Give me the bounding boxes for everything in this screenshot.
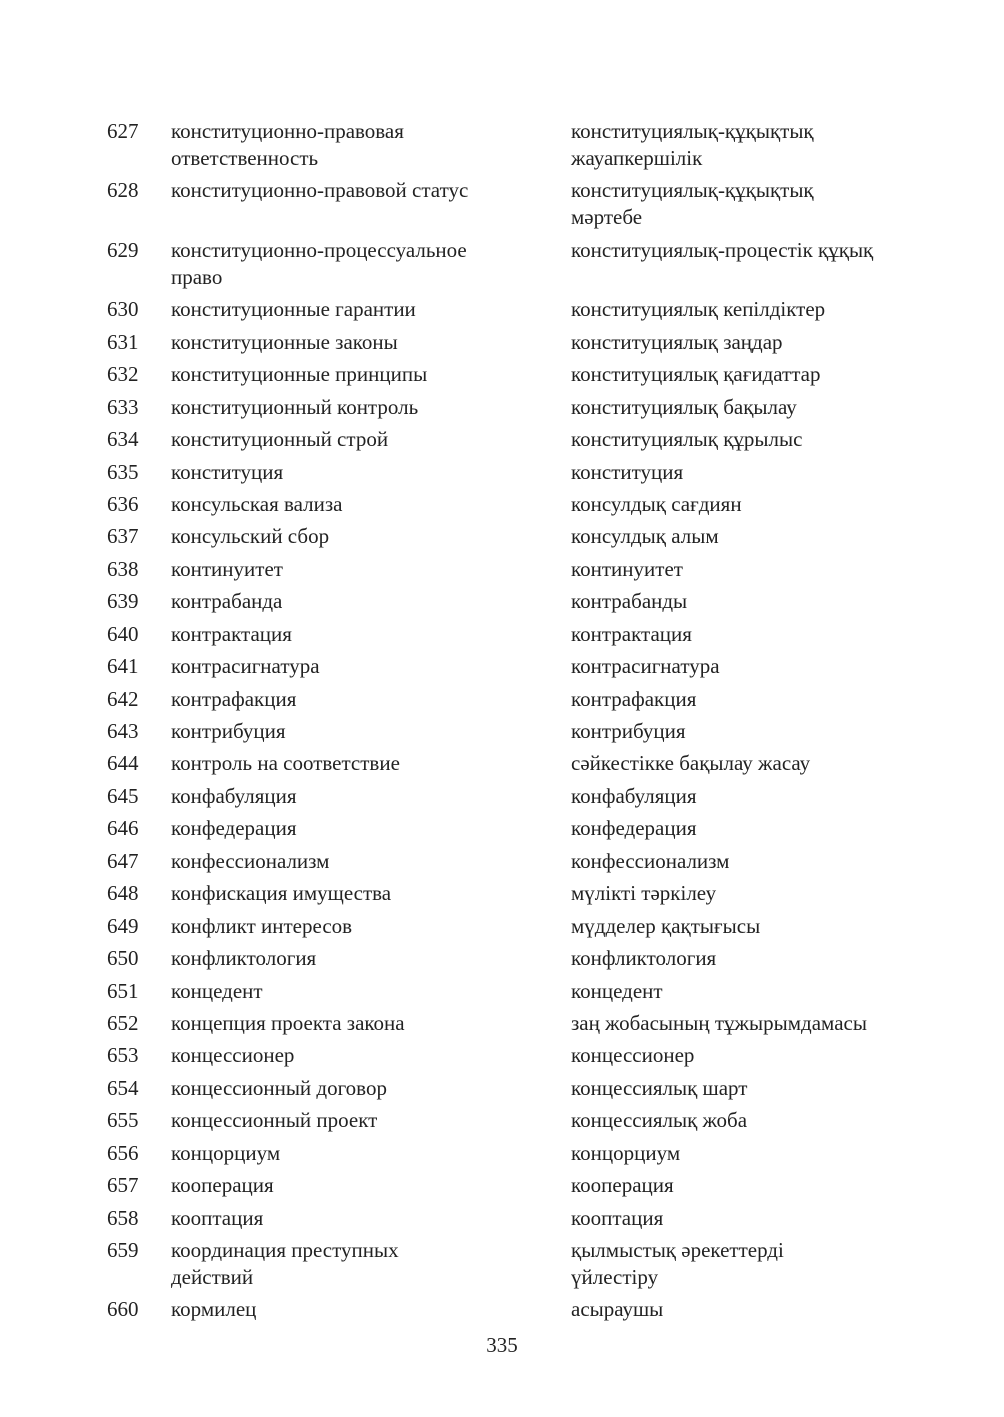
glossary-entries [0, 118, 1004, 1329]
kazakh-term: кооперация [571, 1173, 674, 1198]
entry-number: 639 [107, 589, 139, 614]
glossary-row [0, 394, 1004, 421]
kazakh-term: конституциялық құрылыс [571, 427, 803, 452]
entry-number: 630 [107, 297, 139, 322]
russian-term: концепция проекта закона [171, 1010, 405, 1035]
kazakh-term: конституциялық-процестік құқық [571, 237, 874, 262]
entry-number: 627 [107, 119, 139, 143]
kazakh-term: конституциялық заңдар [571, 329, 783, 354]
kazakh-term: мүлікті тәркілеу [571, 881, 717, 906]
entry-number: 658 [107, 1205, 139, 1230]
entry-number: 637 [107, 524, 139, 549]
entry-number: 640 [107, 621, 139, 646]
russian-term: концессионер [171, 1043, 295, 1068]
entry-number: 628 [107, 178, 139, 203]
entry-number: 641 [107, 654, 139, 679]
kazakh-term: кооптация [571, 1205, 664, 1230]
glossary-row [0, 296, 1004, 323]
entry-number: 649 [107, 913, 139, 938]
entry-number: 650 [107, 946, 139, 971]
glossary-row [0, 1075, 1004, 1102]
russian-term: концессионный договор [171, 1075, 387, 1100]
entry-number: 653 [107, 1043, 139, 1068]
entry-number: 648 [107, 881, 139, 906]
russian-term: контроль на соответствие [171, 751, 400, 776]
glossary-row [0, 361, 1004, 388]
russian-term: конституционно-правовая ответственность [171, 119, 404, 170]
entry-number: 660 [107, 1297, 139, 1322]
glossary-row [0, 880, 1004, 907]
russian-term: контрафакция [171, 686, 297, 711]
russian-term: кооперация [171, 1173, 274, 1198]
kazakh-term: конфедерация [571, 816, 697, 841]
entry-number: 636 [107, 491, 139, 516]
glossary-row [0, 621, 1004, 648]
kazakh-term: асыраушы [571, 1297, 664, 1322]
kazakh-term: конституциялық-құқықтық жауапкершілік [571, 119, 814, 170]
entry-number: 634 [107, 427, 139, 452]
glossary-row [0, 588, 1004, 615]
page-number: 335 [486, 1333, 518, 1357]
entry-number: 633 [107, 394, 139, 419]
kazakh-term: контрабанды [571, 589, 688, 614]
entry-number: 632 [107, 362, 139, 387]
glossary-row [0, 913, 1004, 940]
kazakh-term: континуитет [571, 556, 683, 581]
russian-term: контрабанда [171, 589, 283, 614]
russian-term: координация преступных действий [171, 1238, 399, 1289]
glossary-row [0, 1172, 1004, 1199]
glossary-row [0, 426, 1004, 453]
entry-number: 659 [107, 1238, 139, 1262]
kazakh-term: концессиялық шарт [571, 1075, 748, 1100]
entry-number: 629 [107, 237, 139, 262]
kazakh-term: контрасигнатура [571, 654, 720, 679]
kazakh-term: конфликтология [571, 946, 717, 971]
russian-term: конституционно-правовой статус [171, 178, 469, 203]
glossary-row [0, 783, 1004, 810]
kazakh-term: концессионер [571, 1043, 695, 1068]
entry-number: 644 [107, 751, 139, 776]
glossary-row [0, 177, 1004, 231]
kazakh-term: қылмыстық әрекеттерді үйлестіру [571, 1238, 784, 1289]
kazakh-term: заң жобасының тұжырымдамасы [571, 1010, 867, 1035]
russian-term: консульский сбор [171, 524, 330, 549]
glossary-row [0, 118, 1004, 172]
kazakh-term: конституциялық-құқықтық мәртебе [571, 178, 814, 230]
russian-term: контрибуция [171, 719, 286, 743]
kazakh-term: сәйкестікке бақылау жасау [571, 751, 811, 776]
entry-number: 657 [107, 1173, 139, 1198]
glossary-row [0, 815, 1004, 842]
russian-term: кооптация [171, 1205, 264, 1230]
kazakh-term: конституциялық кепілдіктер [571, 297, 826, 322]
russian-term: консульская вализа [171, 491, 343, 516]
kazakh-term: конституциялық қағидаттар [571, 362, 821, 387]
glossary-row [0, 750, 1004, 777]
glossary-row [0, 1205, 1004, 1232]
kazakh-term: концорциум [571, 1140, 681, 1165]
glossary-row [0, 848, 1004, 875]
entry-number: 654 [107, 1075, 139, 1100]
entry-number: 656 [107, 1140, 139, 1165]
entry-number: 635 [107, 459, 139, 484]
russian-term: контрасигнатура [171, 654, 320, 679]
entry-number: 642 [107, 686, 139, 711]
russian-term: конституционные принципы [171, 362, 428, 387]
russian-term: концорциум [171, 1140, 281, 1165]
entry-number: 651 [107, 978, 139, 1003]
russian-term: конфедерация [171, 816, 297, 841]
russian-term: конфабуляция [171, 783, 297, 808]
kazakh-term: конституция [571, 459, 684, 484]
kazakh-term: консулдық алым [571, 524, 719, 549]
glossary-row [0, 237, 1004, 291]
entry-number: 647 [107, 848, 139, 873]
russian-term: конституция [171, 459, 284, 484]
glossary-row [0, 1296, 1004, 1323]
entry-number: 631 [107, 329, 139, 354]
glossary-row [0, 1042, 1004, 1069]
glossary-row [0, 945, 1004, 972]
russian-term: континуитет [171, 556, 283, 581]
glossary-row [0, 491, 1004, 518]
russian-term: конституционный строй [171, 427, 389, 452]
glossary-row [0, 978, 1004, 1005]
glossary-row [0, 523, 1004, 550]
russian-term: конфессионализм [171, 848, 330, 873]
russian-term: концедент [171, 978, 263, 1003]
entry-number: 655 [107, 1108, 139, 1133]
kazakh-term: конфабуляция [571, 783, 697, 808]
kazakh-term: концедент [571, 978, 663, 1003]
kazakh-term: концессиялық жоба [571, 1108, 748, 1133]
russian-term: конфискация имущества [171, 881, 392, 906]
kazakh-term: конституциялық бақылау [571, 394, 797, 419]
glossary-row [0, 1140, 1004, 1167]
russian-term: концессионный проект [171, 1108, 378, 1133]
russian-term: кормилец [171, 1297, 257, 1322]
glossary-row [0, 653, 1004, 680]
entry-number: 643 [107, 719, 139, 743]
glossary-row [0, 1010, 1004, 1037]
russian-term: конфликтология [171, 946, 317, 971]
russian-term: конституционно-процессуальное право [171, 237, 467, 289]
russian-term: конфликт интересов [171, 913, 353, 938]
kazakh-term: контрибуция [571, 719, 686, 743]
russian-term: конституционный контроль [171, 394, 419, 419]
russian-term: конституционные гарантии [171, 297, 416, 322]
glossary-row [0, 329, 1004, 356]
kazakh-term: мүдделер қақтығысы [571, 913, 761, 938]
kazakh-term: контрафакция [571, 686, 697, 711]
russian-term: конституционные законы [171, 329, 398, 354]
entry-number: 638 [107, 556, 139, 581]
entry-number: 646 [107, 816, 139, 841]
kazakh-term: консулдық сағдиян [571, 491, 742, 516]
entry-number: 645 [107, 783, 139, 808]
kazakh-term: конфессионализм [571, 848, 730, 873]
glossary-row [0, 1107, 1004, 1134]
glossary-row [0, 1237, 1004, 1291]
glossary-row [0, 556, 1004, 583]
entry-number: 652 [107, 1010, 139, 1035]
glossary-row [0, 459, 1004, 486]
kazakh-term: контрактация [571, 621, 692, 646]
glossary-row [0, 718, 1004, 745]
russian-term: контрактация [171, 621, 292, 646]
glossary-row [0, 686, 1004, 713]
